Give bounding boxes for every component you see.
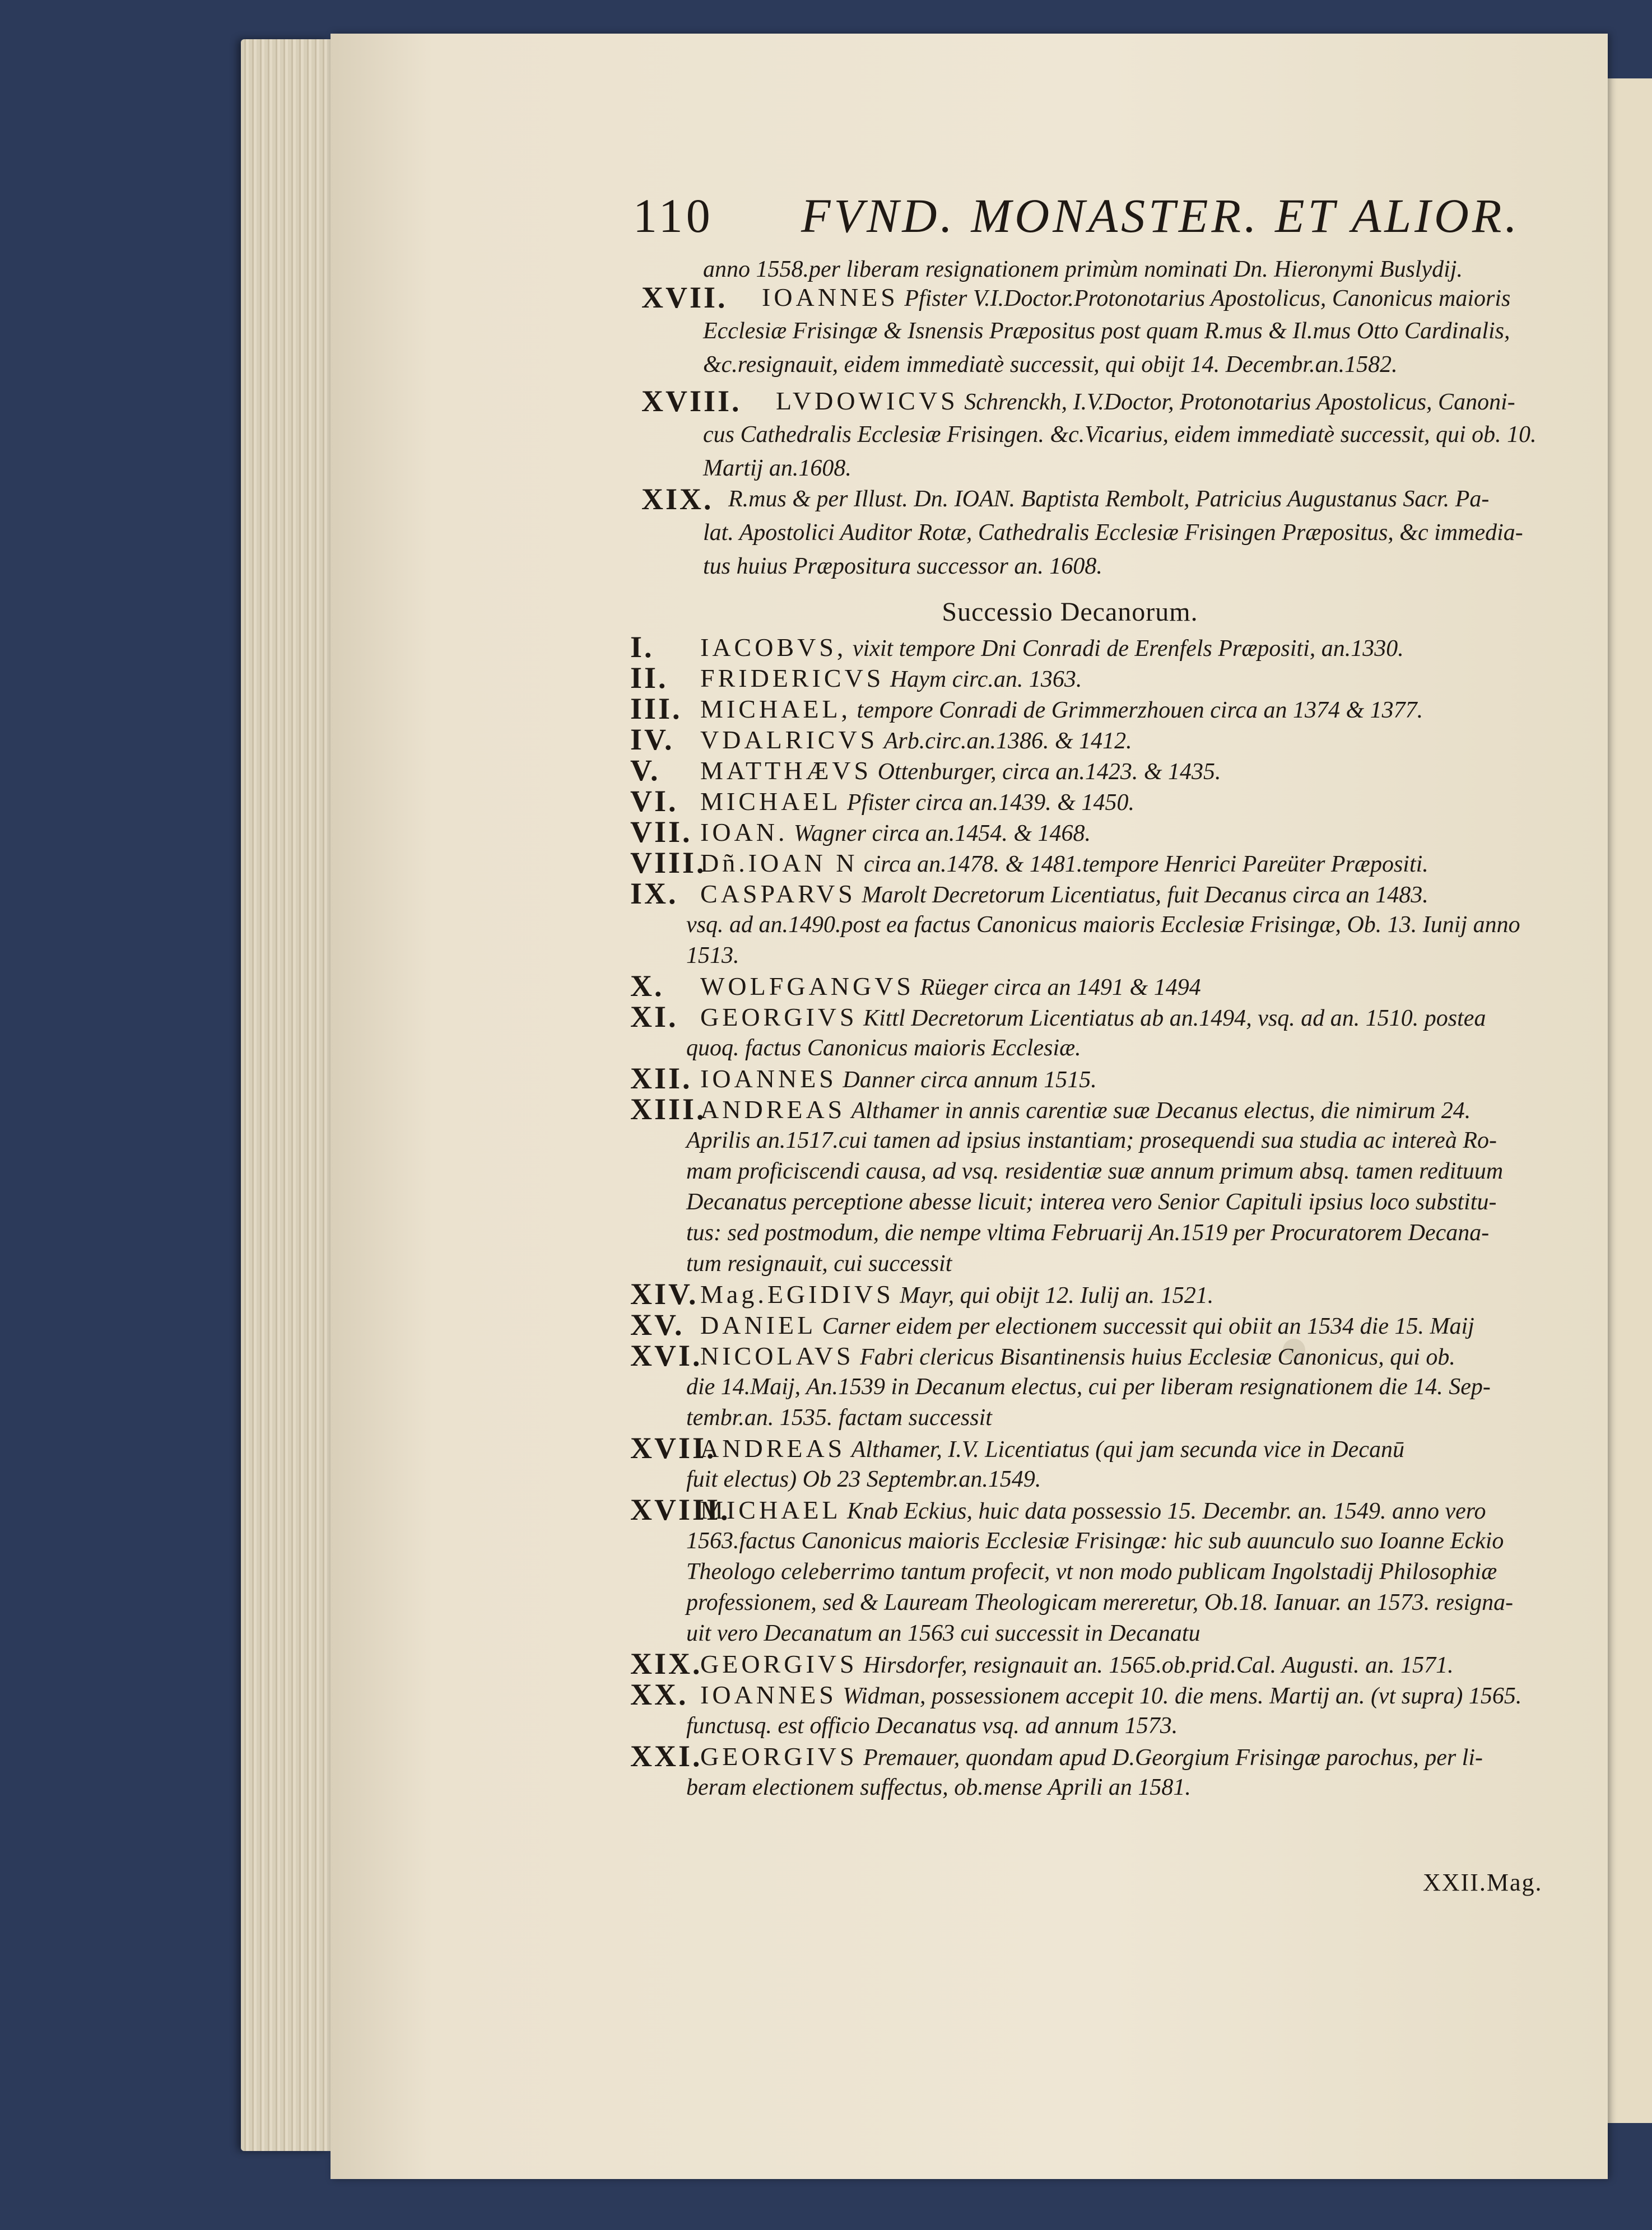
- section-heading: Successio Decanorum.: [942, 597, 1198, 627]
- decanus-name: ANDREAS: [700, 1095, 846, 1124]
- decanus-line: [700, 633, 1404, 663]
- decanus-text: uit vero Decanatum an 1563 cui successit in Decanatu: [686, 1621, 1200, 1646]
- text-line: [762, 283, 1510, 313]
- decanus-line: [700, 1280, 1213, 1310]
- decanus-numeral: VIII.: [630, 846, 706, 879]
- decanus-text: Rüeger circa an 1491 & 1494: [920, 975, 1201, 1000]
- decanus-text: Decanatus perceptione abesse licuit; interea vero Senior Capituli ipsius loco substitu-: [686, 1189, 1497, 1215]
- entry-numeral: XVII.: [641, 281, 728, 314]
- decanus-line: [700, 1650, 1454, 1680]
- decanus-line: [700, 1064, 1097, 1095]
- decanus-line: [686, 1465, 1041, 1494]
- decanus-line: [700, 664, 1082, 694]
- decanus-line: [700, 1003, 1486, 1033]
- running-title: FVND. MONASTER. ET ALIOR.: [801, 189, 1520, 243]
- decanus-text: Althamer in annis carentiæ suæ Decanus electus, die nimirum 24.: [851, 1098, 1471, 1124]
- decanus-line: [686, 1372, 1491, 1402]
- decanus-line: [686, 1526, 1504, 1556]
- text-line: &c.resignauit, eidem immediatè successit, qui obijt 14. Decembr.an.1582.: [703, 352, 1398, 378]
- decanus-name: Mag.EGIDIVS: [700, 1280, 894, 1309]
- decanus-numeral: XII.: [630, 1062, 692, 1095]
- decanus-line: [700, 1742, 1483, 1772]
- decanus-name: IOANNES: [700, 1680, 837, 1709]
- decanus-name: IOANNES: [700, 1064, 837, 1093]
- decanus-line: [686, 1249, 952, 1278]
- decanus-line: [700, 756, 1221, 786]
- decanus-line: [700, 1311, 1474, 1341]
- decanus-text: Ottenburger, circa an.1423. & 1435.: [877, 759, 1221, 785]
- decanus-text: 1513.: [686, 943, 739, 969]
- decanus-line: [700, 725, 1132, 756]
- decanus-line: [700, 1095, 1470, 1125]
- decanus-line: [686, 1588, 1513, 1617]
- entry-name: LVDOWICVS: [776, 387, 958, 415]
- decanus-line: [686, 1218, 1489, 1247]
- decanus-text: Marolt Decretorum Licentiatus, fuit Decanus circa an 1483.: [862, 882, 1428, 908]
- decanus-line: [686, 1711, 1178, 1740]
- decanus-text: Wagner circa an.1454. & 1468.: [793, 821, 1091, 846]
- decanus-text: die 14.Maij, An.1539 in Decanum electus, cui per liberam resignationem die 14. Sep-: [686, 1374, 1491, 1400]
- text-line: tus huius Præpositura successor an. 1608.: [703, 553, 1102, 579]
- decanus-numeral: XVIII.: [630, 1493, 730, 1526]
- decanus-name: ANDREAS: [700, 1434, 846, 1463]
- decanus-name: IACOBVS,: [700, 633, 847, 662]
- decanus-name: MICHAEL: [700, 1496, 841, 1524]
- decanus-name: CASPARVS: [700, 879, 856, 908]
- decanus-numeral: XVI.: [630, 1339, 702, 1372]
- decanus-text: tembr.an. 1535. factam successit: [686, 1405, 992, 1431]
- decanus-name: MICHAEL,: [700, 695, 851, 723]
- decanus-numeral: XI.: [630, 1000, 678, 1033]
- decanus-text: Theologo celeberrimo tantum profecit, vt non modo publicam Ingolstadij Philosophiæ: [686, 1559, 1497, 1585]
- decanus-text: beram electionem suffectus, ob.mense Aprili an 1581.: [686, 1775, 1191, 1800]
- decanus-name: GEORGIVS: [700, 1742, 858, 1771]
- decanus-numeral: II.: [630, 661, 668, 695]
- facing-page-edge: [1608, 78, 1652, 2123]
- decanus-line: [686, 1557, 1497, 1586]
- decanus-name: VDALRICVS: [700, 725, 878, 754]
- entry-name: IOANNES: [762, 283, 899, 311]
- text-line: [776, 387, 1515, 417]
- decanus-text: vixit tempore Dni Conradi de Erenfels Præpositi, an.1330.: [852, 636, 1404, 662]
- decanus-text: Aprilis an.1517.cui tamen ad ipsius instantiam; prosequendi sua studia ac intereà Ro-: [686, 1128, 1497, 1153]
- decanus-name: Dñ.IOAN N: [700, 849, 858, 877]
- decanus-name: DANIEL: [700, 1311, 817, 1339]
- decanus-text: fuit electus) Ob 23 Septembr.an.1549.: [686, 1467, 1041, 1492]
- decanus-text: tus: sed postmodum, die nempe vltima Februarij An.1519 per Procuratorem Decana-: [686, 1220, 1490, 1246]
- decanus-name: GEORGIVS: [700, 1650, 858, 1678]
- decanus-line: [686, 1619, 1200, 1648]
- decanus-line: [686, 1773, 1191, 1802]
- catchword: XXII.Mag.: [1423, 1869, 1543, 1896]
- decanus-line: [686, 910, 1520, 939]
- text-line: Ecclesiæ Frisingæ & Isnensis Præpositus post quam R.mus & Il.mus Otto Cardinalis,: [703, 318, 1510, 344]
- decanus-numeral: IX.: [630, 877, 678, 910]
- decanus-text: functusq. est officio Decanatus vsq. ad annum 1573.: [686, 1713, 1178, 1739]
- decanus-text: Haym circ.an. 1363.: [890, 667, 1082, 692]
- decanus-numeral: VII.: [630, 815, 692, 849]
- decanus-text: Arb.circ.an.1386. & 1412.: [883, 728, 1132, 754]
- decanus-text: Fabri clericus Bisantinensis huius Ecclesiæ Canonicus, qui ob.: [860, 1344, 1455, 1370]
- decanus-line: [700, 1496, 1486, 1526]
- text-line: anno 1558.per liberam resignationem primùm nominati Dn. Hieronymi Buslydij.: [703, 257, 1463, 282]
- decanus-text: Danner circa annum 1515.: [843, 1067, 1097, 1093]
- decanus-text: Kittl Decretorum Licentiatus ab an.1494, vsq. ad an. 1510. postea: [863, 1005, 1486, 1031]
- decanus-text: Widman, possessionem accepit 10. die mens. Martij an. (vt supra) 1565.: [843, 1683, 1522, 1709]
- entry-numeral: XIX.: [641, 482, 714, 516]
- entry-numeral: XVIII.: [641, 384, 742, 418]
- decanus-numeral: VI.: [630, 784, 678, 818]
- decanus-line: [700, 972, 1201, 1002]
- decanus-line: [686, 1033, 1081, 1063]
- decanus-name: MICHAEL: [700, 787, 841, 816]
- decanus-numeral: III.: [630, 692, 682, 725]
- decanus-name: NICOLAVS: [700, 1342, 854, 1370]
- decanus-text: Carner eidem per electionem successit qui obiit an 1534 die 15. Maij: [822, 1314, 1474, 1339]
- decanus-line: [686, 941, 739, 970]
- decanus-numeral: XX.: [630, 1678, 688, 1711]
- decanus-line: [700, 1680, 1521, 1711]
- decanus-text: Pfister circa an.1439. & 1450.: [847, 790, 1134, 816]
- decanus-numeral: IV.: [630, 723, 674, 756]
- decanus-numeral: X.: [630, 969, 664, 1003]
- decanus-line: [700, 818, 1091, 848]
- decanus-line: [700, 695, 1423, 725]
- decanus-text: Althamer, I.V. Licentiatus (qui jam secunda vice in Decanū: [851, 1437, 1404, 1463]
- decanus-text: Mayr, qui obijt 12. Iulij an. 1521.: [900, 1283, 1214, 1309]
- text-line: cus Cathedralis Ecclesiæ Frisingen. &c.Vicarius, eidem immediatè successit, qui ob. 10.: [703, 422, 1537, 448]
- decanus-numeral: XIX.: [630, 1647, 702, 1680]
- decanus-line: [700, 1434, 1404, 1464]
- decanus-numeral: XV.: [630, 1308, 685, 1342]
- text-line: R.mus & per Illust. Dn. IOAN. Baptista Rembolt, Patricius Augustanus Sacr. Pa-: [728, 486, 1490, 512]
- text-line: Martij an.1608.: [703, 455, 851, 481]
- text-line: lat. Apostolici Auditor Rotæ, Cathedralis Ecclesiæ Frisingen Præpositus, &c immedia-: [703, 520, 1523, 546]
- decanus-numeral: V.: [630, 753, 660, 787]
- decanus-numeral: XXI.: [630, 1739, 702, 1773]
- decanus-text: mam proficiscendi causa, ad vsq. residentiæ suæ annum primum absq. tamen redituum: [686, 1158, 1504, 1184]
- decanus-numeral: XIII.: [630, 1092, 706, 1126]
- decanus-numeral: XVII.: [630, 1431, 716, 1465]
- decanus-text: Hirsdorfer, resignauit an. 1565.ob.prid.Cal. Augusti. an. 1571.: [863, 1652, 1454, 1678]
- decanus-text: circa an.1478. & 1481.tempore Henrici Pareüter Præpositi.: [863, 851, 1428, 877]
- entry-text: Pfister V.I.Doctor.Protonotarius Apostolicus, Canonicus maioris: [904, 286, 1511, 311]
- decanus-name: WOLFGANGVS: [700, 972, 914, 1000]
- decanus-name: GEORGIVS: [700, 1003, 858, 1031]
- decanus-text: Premauer, quondam apud D.Georgium Frisingæ parochus, per li-: [863, 1745, 1483, 1771]
- decanus-line: [700, 787, 1134, 817]
- decanus-line: [700, 879, 1428, 910]
- decanus-text: Knab Eckius, huic data possessio 15. Decembr. an. 1549. anno vero: [847, 1498, 1486, 1524]
- decanus-name: FRIDERICVS: [700, 664, 885, 692]
- decanus-line: [686, 1188, 1496, 1217]
- page-number: 110: [633, 189, 714, 243]
- decanus-name: MATTHÆVS: [700, 756, 872, 785]
- decanus-numeral: I.: [630, 630, 654, 664]
- decanus-text: 1563.factus Canonicus maioris Ecclesiæ Frisingæ: hic sub auunculo suo Ioanne Eckio: [686, 1528, 1504, 1554]
- decanus-name: IOAN.: [700, 818, 788, 846]
- decanus-line: [686, 1157, 1503, 1186]
- decanus-line: [686, 1126, 1497, 1155]
- decanus-text: tempore Conradi de Grimmerzhouen circa an 1374 & 1377.: [857, 697, 1423, 723]
- decanus-text: quoq. factus Canonicus maioris Ecclesiæ.: [686, 1035, 1081, 1061]
- decanus-line: [700, 849, 1428, 879]
- running-head: [633, 188, 1552, 249]
- decanus-text: vsq. ad an.1490.post ea factus Canonicus maioris Ecclesiæ Frisingæ, Ob. 13. Iunij anno: [686, 912, 1520, 938]
- entry-text: Schrenckh, I.V.Doctor, Protonotarius Apostolicus, Canoni-: [964, 389, 1515, 415]
- decanus-numeral: XIV.: [630, 1277, 699, 1311]
- decanus-line: [686, 1403, 992, 1432]
- decanus-text: tum resignauit, cui successit: [686, 1251, 952, 1277]
- book-fore-edge: [241, 39, 331, 2151]
- decanus-line: [700, 1342, 1455, 1372]
- decanus-text: professionem, sed & Lauream Theologicam mereretur, Ob.18. Ianuar. an 1573. resigna-: [686, 1590, 1514, 1616]
